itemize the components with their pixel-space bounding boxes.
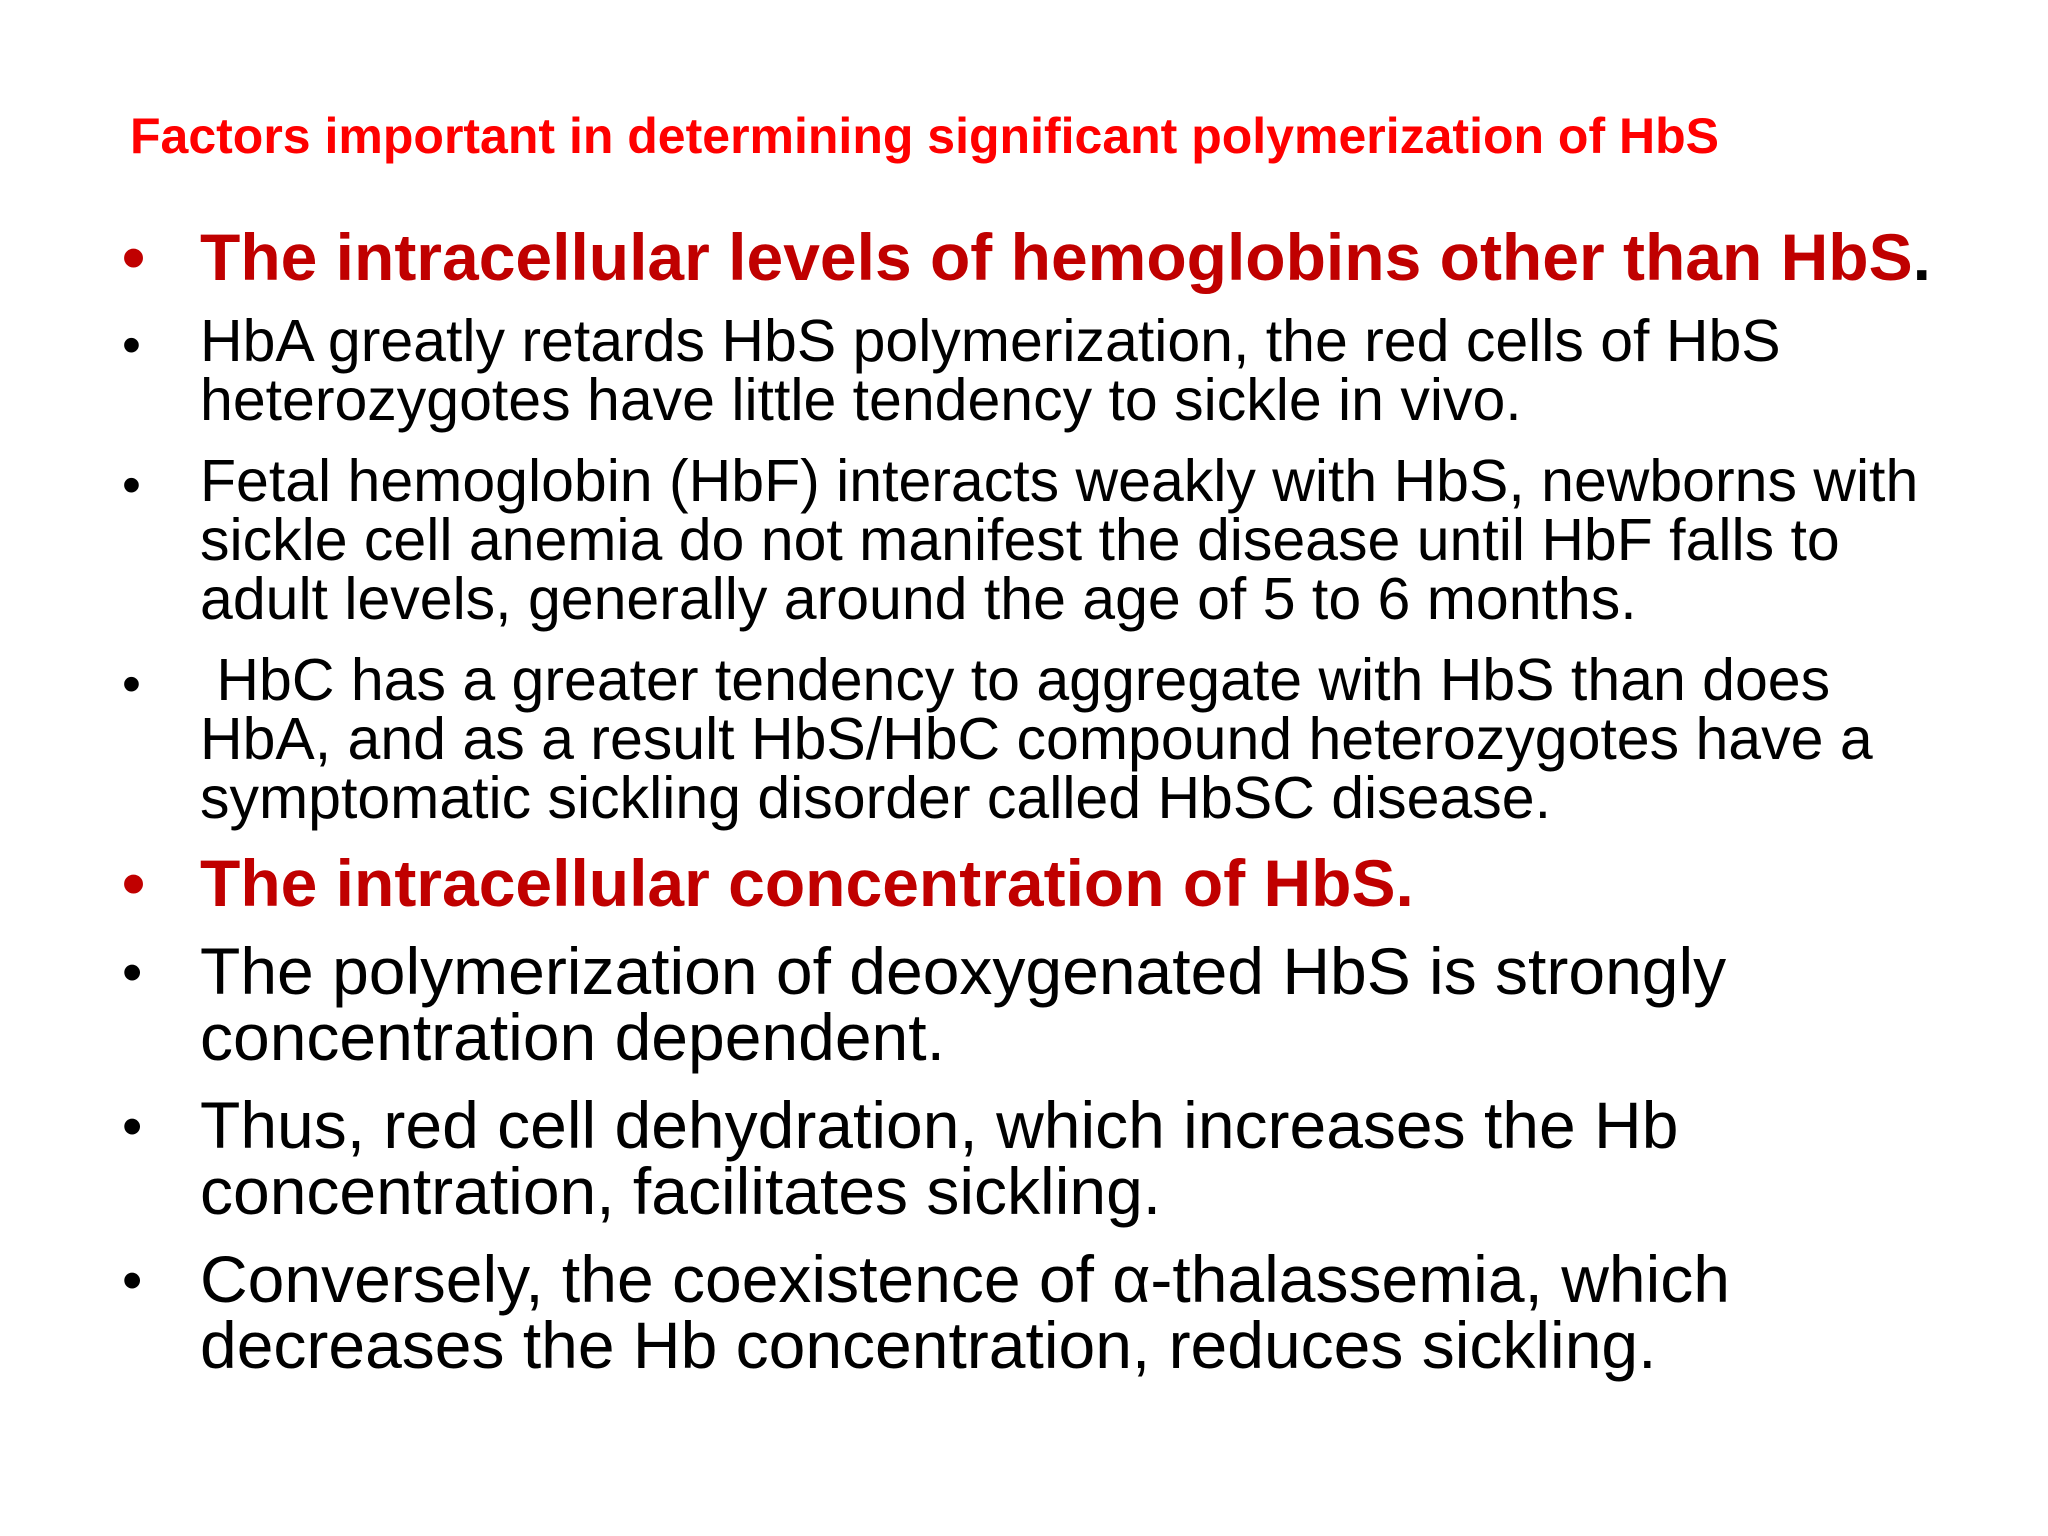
bullet-trailing-period: .: [1912, 220, 1931, 294]
bullet-marker: •: [122, 940, 143, 1005]
bullet-marker: •: [122, 220, 146, 294]
bullet-text: Thus, red cell dehydration, which increases the Hb concentration, facilitates sickling.: [200, 1088, 1679, 1228]
bullet-hbf: [118, 448, 1958, 632]
bullet-text: The polymerization of deoxygenated HbS is strongly concentration dependent.: [200, 934, 1727, 1074]
bullet-text: Conversely, the coexistence of α-thalassemia, which decreases the Hb concentration, reduces sickling.: [200, 1242, 1730, 1382]
bullet-heading-concentration: [118, 846, 1958, 920]
bullet-thalassemia: [118, 1242, 1958, 1382]
bullet-text: The intracellular levels of hemoglobins other than HbS: [200, 220, 1913, 294]
bullet-marker: •: [122, 846, 146, 920]
bullet-text: HbC has a greater tendency to aggregate with HbS than does HbA, and as a result HbS/HbC compound heterozygotes have a symptomatic sickling disorder called HbSC disease.: [200, 647, 1890, 831]
bullet-list: [118, 220, 1958, 1382]
bullet-polymerization: [118, 934, 1958, 1074]
bullet-marker: •: [122, 1248, 143, 1313]
bullet-marker: •: [122, 654, 141, 714]
bullet-heading-levels: [118, 220, 1958, 294]
bullet-text: HbA greatly retards HbS polymerization, the red cells of HbS heterozygotes have little tendency to sickle in vivo.: [200, 308, 1781, 433]
bullet-marker: •: [122, 455, 141, 515]
bullet-text: Fetal hemoglobin (HbF) interacts weakly with HbS, newborns with sickle cell anemia do not manifest the disease until HbF falls to adult levels, generally around the age of 5 to 6 months.: [200, 448, 1919, 632]
slide-title: Factors important in determining significant polymerization of HbS: [130, 108, 1720, 164]
bullet-text: The intracellular concentration of HbS.: [200, 846, 1414, 920]
bullet-hba: [118, 308, 1958, 433]
bullet-marker: •: [122, 1094, 143, 1159]
bullet-dehydration: [118, 1088, 1958, 1228]
bullet-hbc: [118, 647, 1958, 831]
bullet-marker: •: [122, 315, 141, 375]
